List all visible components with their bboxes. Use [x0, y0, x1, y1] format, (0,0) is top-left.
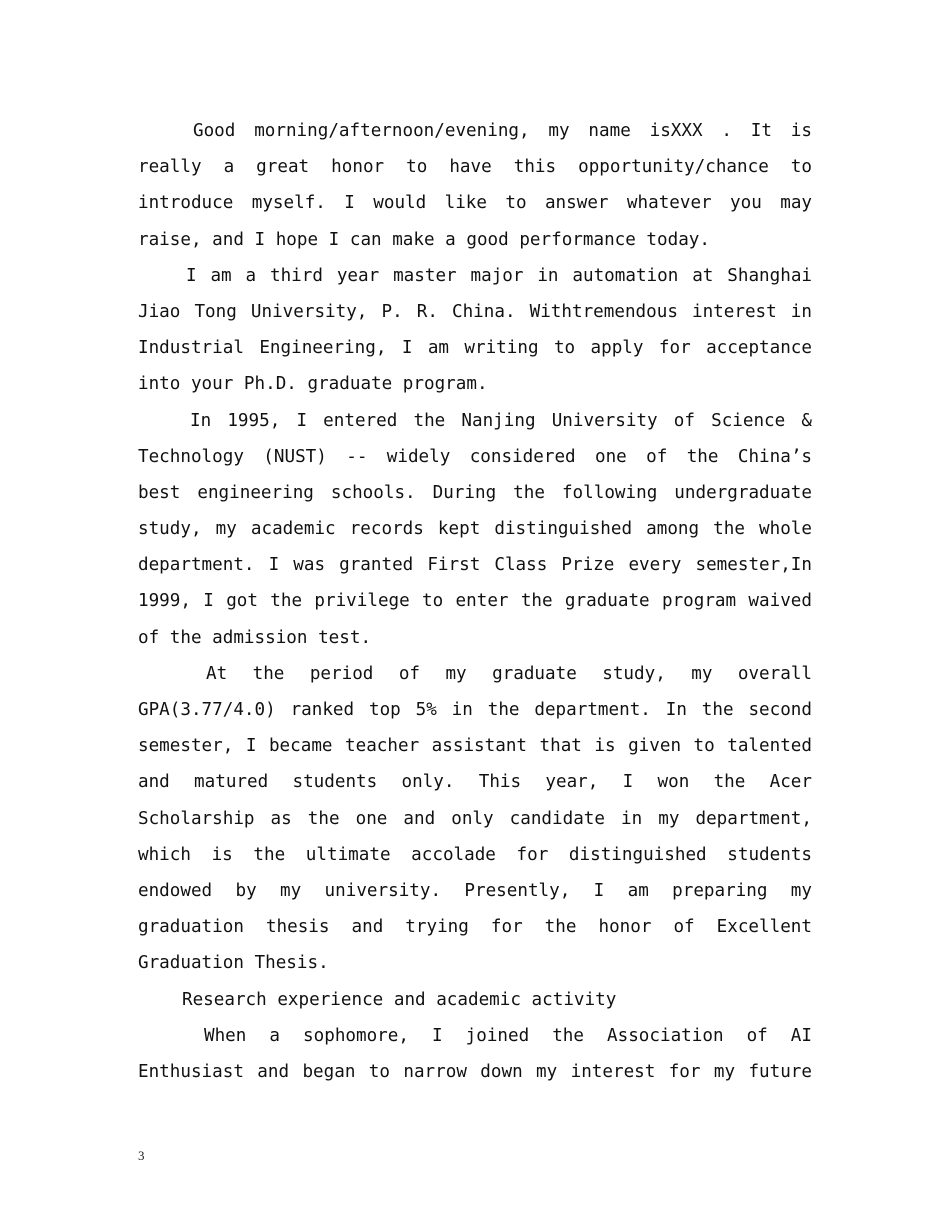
- text-line: Scholarship as the one and only candidate in my department,: [138, 808, 812, 829]
- page-number: 3: [138, 1148, 145, 1163]
- text-line: graduation thesis and trying for the honor of Excellent: [138, 917, 812, 938]
- text-line: study, my academic records kept distinguished among the whole: [138, 519, 812, 540]
- text-line: GPA(3.77/4.0) ranked top 5% in the department. In the second: [138, 700, 812, 720]
- text-line: best engineering schools. During the following undergraduate: [138, 482, 812, 503]
- text-line: Good morning/afternoon/evening, my name isXXX . It is: [193, 121, 812, 141]
- text-line: and matured students only. This year, I won the Acer: [138, 772, 812, 793]
- text-line: Technology (NUST) -- widely considered one of the China’s: [138, 446, 812, 467]
- text-line: In 1995, I entered the Nanjing University of Science &: [190, 410, 812, 431]
- text-line: of the admission test.: [138, 627, 372, 648]
- text-line: into your Ph.D. graduate program.: [138, 374, 488, 395]
- text-line: Jiao Tong University, P. R. China. Withtremendous interest in: [138, 301, 812, 322]
- text-line: really a great honor to have this opportunity/chance to: [138, 157, 812, 178]
- text-line: semester, I became teacher assistant that is given to talented: [138, 736, 812, 757]
- text-line: department. I was granted First Class Prize every semester,In: [138, 555, 812, 576]
- text-line: At the period of my graduate study, my overall: [206, 663, 812, 684]
- text-line: Industrial Engineering, I am writing to apply for acceptance: [138, 338, 812, 359]
- text-line: When a sophomore, I joined the Association of AI: [204, 1025, 812, 1046]
- text-line: Graduation Thesis.: [138, 953, 329, 974]
- body-text: [138, 113, 812, 1090]
- text-line: introduce myself. I would like to answer whatever you may: [138, 193, 812, 214]
- text-line: 1999, I got the privilege to enter the graduate program waived: [138, 591, 812, 612]
- text-line: which is the ultimate accolade for distinguished students: [138, 844, 812, 865]
- section-heading: Research experience and academic activity: [182, 989, 617, 1010]
- text-line: I am a third year master major in automation at Shanghai: [186, 265, 812, 286]
- text-line: endowed by my university. Presently, I am preparing my: [138, 880, 812, 901]
- text-line: raise, and I hope I can make a good performance today.: [138, 229, 710, 250]
- text-line: Enthusiast and began to narrow down my interest for my future: [138, 1061, 812, 1082]
